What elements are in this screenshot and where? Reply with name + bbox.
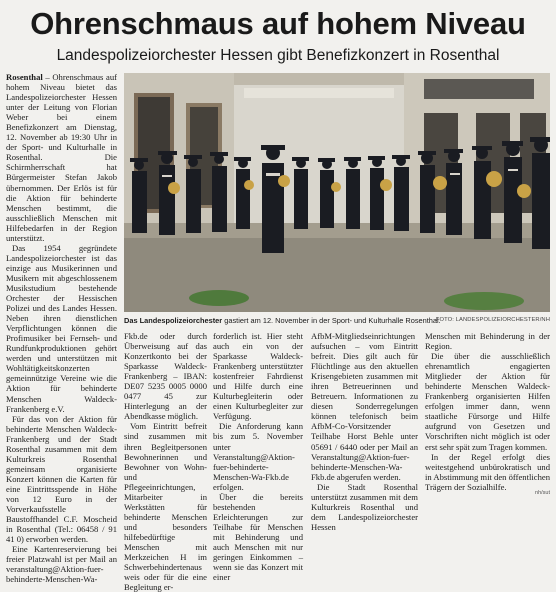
paragraph: Eine Kartenreservierung bei freier Platzwahl ist per Mail an veranstaltung@Aktion-fuer-behinderte-Menschen-Wa- xyxy=(6,544,117,585)
subheadline: Landespolizeiorchester Hessen gibt Benefizkonzert in Rosenthal xyxy=(56,47,500,64)
paragraph: AfbM-Mitgliedseinrichtungen aufsuchen – vom Eintritt befreit. Dies gilt auch für Flüchtlinge aus den aktuellen Krisengebieten zusammen mit ihren Betreuerinnen und Betreuern. Informationen zu diesen Sonderregelungen können telefonisch beim AfbM-Co-Vorsitzender Teilhabe Horst Behle unter 05691 / 6440 oder per Mail an Veranstaltung@Aktion-fuer-behinderte-Menschen-Wa-Fkb.de abgerufen werden. xyxy=(311,331,418,482)
headline: Ohrenschmaus auf hohem Niveau xyxy=(30,6,526,41)
paragraph: Über die bereits bestehenden Erleichterungen zur Teilhabe für Menschen mit Behinderung und auch Menschen mit nur geringen Einkommen – wenn sie das Konzert mit einer xyxy=(213,491,303,583)
article-column-2 xyxy=(124,331,207,592)
article-column-5 xyxy=(425,331,550,492)
paragraph: Menschen mit Behinderung in der Region. xyxy=(425,331,550,352)
article-column-1 xyxy=(6,72,117,584)
paragraph: Fkb.de oder durch Überweisung auf das Konzertkonto bei der Sparkasse Waldeck-Frankenberg – IBAN: DE07 5235 0005 0000 0477 45 zur Hinterlegung an der Abendkasse möglich. xyxy=(124,331,207,422)
paragraph: Die Stadt Rosenthal unterstützt zusammen mit dem Kulturkreis Rosenthal und dem Landespolizeiorchester Hessen xyxy=(311,481,418,532)
photo-credit: FOTO: LANDESPOLIZEIORCHESTER/NH xyxy=(435,317,550,323)
photo-caption xyxy=(124,315,550,326)
article-column-3 xyxy=(213,331,303,582)
paragraph: Für das von der Aktion für behinderte Menschen Waldeck-Frankenberg und der Stadt Rosenthal zusammen mit dem Kulturkreis Rosenthal gemeinsam organisierte Konzert können die Karten für eine Eintrittsspende in Höhe von 12 Euro in der Vorverkaufsstelle Baustoffhandel C.F. Moscheid in Rosenthal (Tel.: 06458 / 91 41 0) erworben werden. xyxy=(6,413,117,545)
paragraph: forderlich ist. Hier steht auch ein von der Sparkasse Waldeck-Frankenberg unterstützter kostenfreier Fahrdienst und Hilfe durch eine Kulturbegleiterin oder einen Kulturbegleiter zur Verfügung. xyxy=(213,331,303,422)
dateline: Rosenthal xyxy=(6,72,43,82)
paragraph: In der Regel erfolgt dies weitestgehend unbürokratisch und in Abstimmung mit den öffentlichen Trägern der Sozialhilfe. xyxy=(425,451,550,492)
orchestra-photo xyxy=(124,73,550,312)
paragraph: Die Anforderung kann bis zum 5. November unter Veranstaltung@Aktion-fuer-behinderte-Menschen-Wa-Fkb.de erfolgen. xyxy=(213,421,303,492)
paragraph: Die über die ausschließlich ehrenamtlich engagierten Mitglieder der Aktion für behinderte Menschen Waldeck-Frankenberg organisierten Hilfen erfolgen immer dann, wenn staatliche Fürsorge und Hilfe aufgrund von Gesetzen und Vorschriften nicht möglich ist oder erst sehr spät zum Tragen kommen. xyxy=(425,351,550,452)
paragraph: Vom Eintritt befreit sind zusammen mit ihren Begleitpersonen Bewohnerinnen und Bewohner von Wohn- und Pflegeeinrichtungen, Mitarbeiter in Werkstätten für behinderte Menschen und besonders hilfebedürftige Menschen mit Merkzeichen H im Schwerbehindertenausweis oder für die eine Begleitung er- xyxy=(124,421,207,592)
caption-text: gastiert am 12. November in der Sport- und Kulturhalle Rosenthal. xyxy=(222,316,441,325)
caption-lead: Das Landespolizeiorchester xyxy=(124,316,223,325)
author-signature: nh/sut xyxy=(535,490,550,496)
paragraph: Das 1954 gegründete Landespolizeiorchester ist das einzige aus Musikerinnen und Musikern mit abgeschlossenem Musikstudium bestehende Orchester der Hessischen Polizei und des Landes Hessen. Neben ihren dienstlichen Verpflichtungen können die Profimusiker bei Fernseh- und Rundfunkproduktionen gehört werden und unterstützen mit Wohltätigkeitskonzerten gemeinnützige Vereine wie die Aktion für behinderte Menschen Waldeck-Frankenberg e.V. xyxy=(6,242,117,414)
paragraph: – Ohrenschmaus auf hohem Niveau bietet das Landespolizeiorchester Hessen unter der Leitung von Florian Weber bei einem Benefizkonzert am Dienstag, 12. November ab 19:30 Uhr in der Sport- und Kulturhalle in Rosenthal. Die Schirmherrschaft hat Bürgermeister Stefan Jakob übernommen. Der Erlös ist für die Aktion für behinderte Menschen bestimmt, die ausschließlich Menschen mit Hilfebedarfen in der Region unterstützt. xyxy=(6,72,117,243)
